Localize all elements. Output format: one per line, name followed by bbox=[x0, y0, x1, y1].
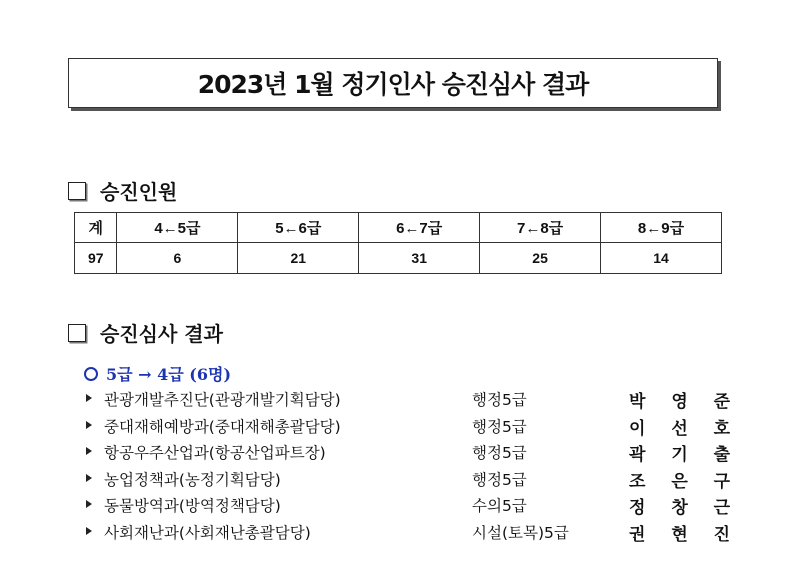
triangle-bullet-icon bbox=[86, 394, 92, 402]
promotion-count-table bbox=[74, 212, 722, 274]
subsection-heading bbox=[84, 362, 231, 385]
triangle-bullet-icon bbox=[86, 474, 92, 482]
person-name: 이 선 호 bbox=[629, 418, 741, 439]
value-cell: 25 bbox=[480, 243, 601, 274]
grade: 시설(토목)5급 bbox=[472, 523, 569, 542]
list-item bbox=[84, 492, 741, 519]
checkbox-square-icon bbox=[68, 324, 86, 342]
section-heading-results bbox=[68, 318, 223, 347]
list-item bbox=[84, 439, 741, 466]
person-name: 곽 기 출 bbox=[629, 445, 741, 465]
department: 관광개발추진단(관광개발기획담당) bbox=[104, 391, 341, 409]
triangle-bullet-icon bbox=[86, 527, 92, 535]
triangle-bullet-icon bbox=[86, 447, 92, 455]
grade: 행정5급 bbox=[472, 417, 527, 436]
value-cell: 6 bbox=[117, 243, 238, 274]
person-name: 정 창 근 bbox=[629, 498, 741, 518]
department: 농업정책과(농정기획담당) bbox=[104, 470, 281, 489]
department: 중대재해예방과(중대재해총괄담당) bbox=[104, 417, 341, 436]
header-cell: 7←8급 bbox=[480, 213, 601, 243]
grade: 행정5급 bbox=[472, 470, 527, 489]
section-heading-headcount bbox=[68, 176, 177, 205]
triangle-bullet-icon bbox=[86, 421, 92, 429]
list-item bbox=[84, 466, 741, 493]
table-value-row bbox=[75, 243, 722, 274]
header-cell: 5←6급 bbox=[238, 213, 359, 243]
list-item bbox=[84, 519, 741, 546]
header-cell: 8←9급 bbox=[601, 213, 722, 243]
value-cell-total: 97 bbox=[75, 243, 117, 274]
grade: 행정5급 bbox=[472, 444, 527, 462]
department: 항공우주산업과(항공산업파트장) bbox=[104, 444, 326, 462]
list-item bbox=[84, 386, 741, 413]
person-name: 권 현 진 bbox=[629, 524, 741, 545]
value-cell: 31 bbox=[359, 243, 480, 274]
document-title-box bbox=[68, 58, 718, 108]
person-name: 박 영 준 bbox=[629, 392, 741, 412]
grade: 수의5급 bbox=[472, 497, 527, 515]
table-header-row bbox=[75, 213, 722, 243]
department: 사회재난과(사회재난총괄담당) bbox=[104, 523, 311, 542]
document-title: 2023년 1월 정기인사 승진심사 결과 bbox=[197, 70, 589, 99]
value-cell: 14 bbox=[601, 243, 722, 274]
person-name: 조 은 구 bbox=[629, 471, 741, 492]
triangle-bullet-icon bbox=[86, 500, 92, 508]
section-heading-text: 승진인원 bbox=[100, 180, 178, 204]
grade: 행정5급 bbox=[472, 391, 527, 409]
header-cell-total: 계 bbox=[75, 213, 117, 243]
header-cell: 6←7급 bbox=[359, 213, 480, 243]
hollow-circle-icon bbox=[84, 367, 98, 381]
checkbox-square-icon bbox=[68, 182, 86, 200]
department: 동물방역과(방역정책담당) bbox=[104, 497, 281, 515]
header-cell: 4←5급 bbox=[117, 213, 238, 243]
section-heading-text: 승진심사 결과 bbox=[100, 322, 223, 346]
promotion-list bbox=[84, 386, 741, 545]
value-cell: 21 bbox=[238, 243, 359, 274]
list-item bbox=[84, 413, 741, 440]
subsection-label: 5급 → 4급 (6명) bbox=[106, 365, 232, 384]
